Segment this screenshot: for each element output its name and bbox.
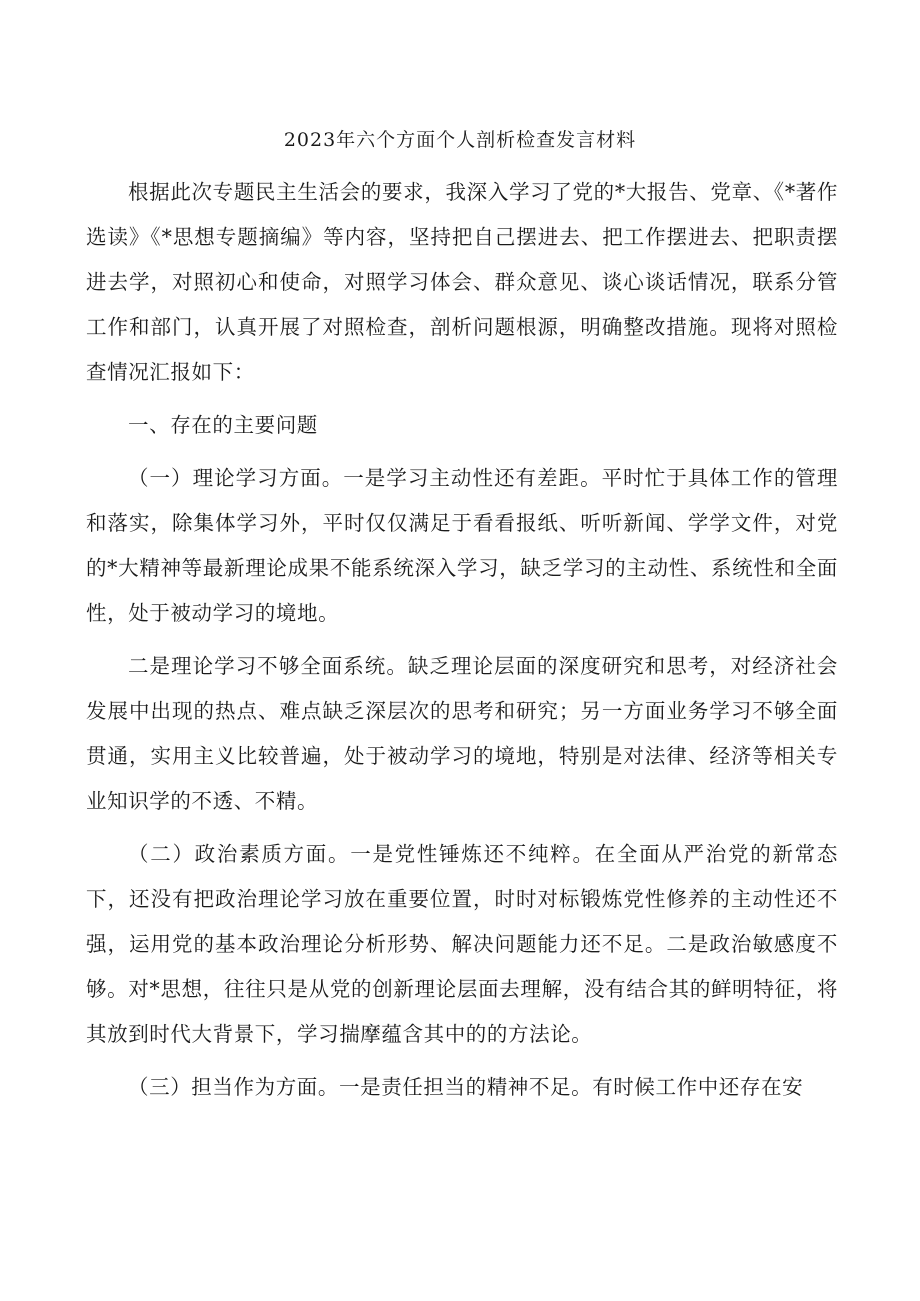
paragraph-theory-study-2: 二是理论学习不够全面系统。缺乏理论层面的深度研究和思考，对经济社会发展中出现的热点、难点缺乏深层次的思考和研究；另一方面业务学习不够全面贯通，实用主义比较普遍，处于被动学习的境地，特别是对法律、经济等相关专业知识学的不透、不精。: [86, 654, 838, 813]
section-heading-main-problems: 一、存在的主要问题: [128, 413, 318, 437]
document-title: 2023年六个方面个人剖析检查发言材料: [283, 129, 637, 151]
paragraph-theory-study: （一）理论学习方面。一是学习主动性还有差距。平时忙于具体工作的管理和落实，除集体学习外，平时仅仅满足于看看报纸、听听新闻、学学文件，对党的*大精神等最新理论成果不能系统深入学习，缺乏学习的主动性、系统性和全面性，处于被动学习的境地。: [86, 466, 838, 625]
document-body: [86, 170, 838, 1118]
paragraph-responsibility: （三）担当作为方面。一是责任担当的精神不足。有时候工作中还存在安: [128, 1075, 804, 1099]
intro-paragraph: 根据此次专题民主生活会的要求，我深入学习了党的*大报告、党章、《*著作选读》《*思想专题摘编》等内容，坚持把自己摆进去、把工作摆进去、把职责摆进去学，对照初心和使命，对照学习体会、群众意见、谈心谈话情况，联系分管工作和部门，认真开展了对照检查，剖析问题根源，明确整改措施。现将对照检查情况汇报如下：: [86, 180, 838, 384]
paragraph-political-quality: （二）政治素质方面。一是党性锤炼还不纯粹。在全面从严治党的新常态下，还没有把政治理论学习放在重要位置，时时对标锻炼党性修养的主动性还不强，运用党的基本政治理论分析形势、解决问题能力还不足。二是政治敏感度不够。对*思想，往往只是从党的创新理论层面去理解，没有结合其的鲜明特征，将其放到时代大背景下，学习揣摩蕴含其中的的方法论。: [86, 842, 838, 1046]
